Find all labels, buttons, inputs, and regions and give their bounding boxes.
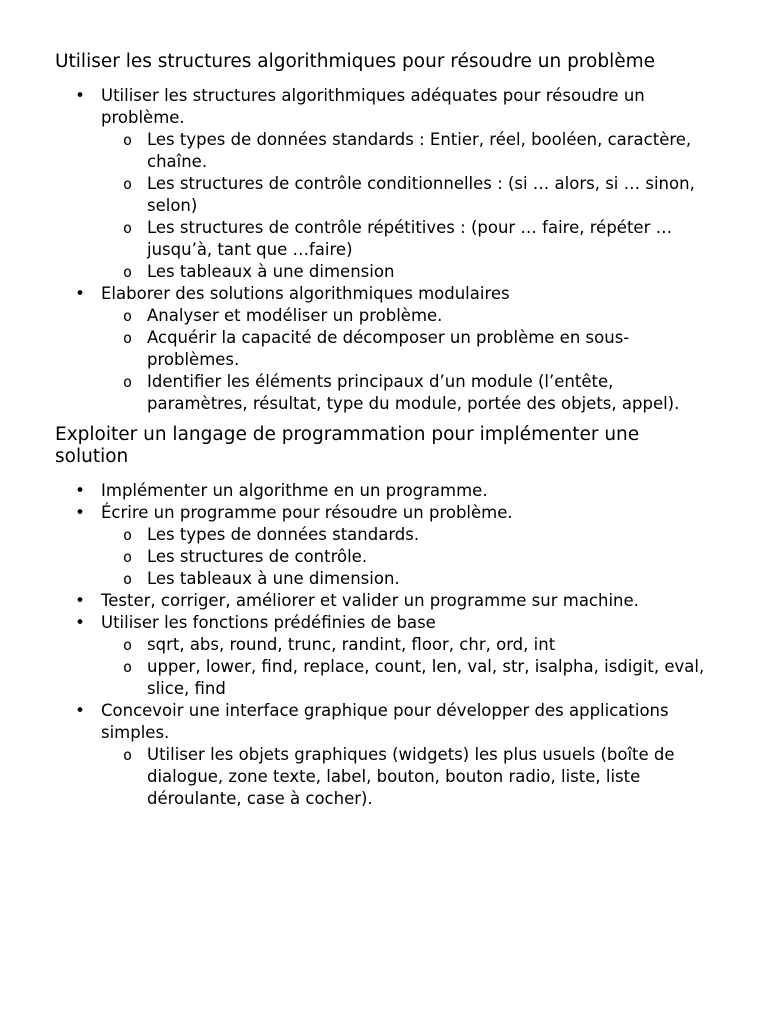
list-item [55,502,715,590]
list-item [55,612,715,700]
sub-list-item [101,546,715,568]
circle-bullet-icon: o [123,547,133,566]
circle-bullet-icon: o [123,657,133,676]
sub-list-item [101,305,715,327]
bullet-icon: • [75,590,85,610]
document-page [55,51,715,810]
sub-bullet-list [101,744,715,810]
sub-list-item [101,261,715,283]
bullet-icon: • [75,85,85,105]
sub-list-item-text: Les types de données standards : Entier, réel, booléen, caractère, chaîne. [147,129,692,171]
sub-bullet-list [101,305,715,415]
list-item-text: Utiliser les fonctions prédéfinies de base [101,612,436,632]
list-item [55,590,715,612]
bullet-icon: • [75,612,85,632]
sub-list-item-text: Identifier les éléments principaux d’un module (l’entête, paramètres, résultat, type du module, portée des objets, appel). [147,371,680,413]
circle-bullet-icon: o [123,745,133,764]
sub-list-item [101,173,715,217]
circle-bullet-icon: o [123,635,133,654]
list-item-text: Utiliser les structures algorithmiques adéquates pour résoudre un problème. [101,85,645,127]
circle-bullet-icon: o [123,525,133,544]
sub-bullet-list [101,634,715,700]
sub-list-item [101,568,715,590]
sub-list-item [101,371,715,415]
sub-list-item-text: Les tableaux à une dimension. [147,568,400,588]
section-title: Exploiter un langage de programmation pour implémenter une solution [55,423,640,467]
list-item-text: Concevoir une interface graphique pour développer des applications simples. [101,700,669,742]
bullet-icon: • [75,700,85,720]
sub-list-item [101,217,715,261]
list-item [55,85,715,283]
sub-list-item [101,129,715,173]
circle-bullet-icon: o [123,262,133,281]
bullet-icon: • [75,502,85,522]
circle-bullet-icon: o [123,130,133,149]
section-title: Utiliser les structures algorithmiques pour résoudre un problème [55,51,656,72]
sub-list-item-text: Utiliser les objets graphiques (widgets) les plus usuels (boîte de dialogue, zone texte, label, bouton, bouton radio, liste, liste déroulante, case à cocher). [147,744,675,808]
sub-bullet-list [101,129,715,283]
list-item-text: Tester, corriger, améliorer et valider un programme sur machine. [101,590,639,610]
sub-list-item [101,327,715,371]
list-item [55,480,715,502]
list-item-text: Elaborer des solutions algorithmiques modulaires [101,283,510,303]
circle-bullet-icon: o [123,174,133,193]
sub-list-item-text: Les structures de contrôle. [147,546,368,566]
list-item-text: Implémenter un algorithme en un programme. [101,480,488,500]
list-item [55,700,715,810]
sub-list-item-text: sqrt, abs, round, trunc, randint, floor, chr, ord, int [147,634,556,654]
sub-list-item [101,656,715,700]
sub-list-item [101,744,715,810]
circle-bullet-icon: o [123,569,133,588]
sub-bullet-list [101,524,715,590]
sub-list-item-text: Acquérir la capacité de décomposer un problème en sous-problèmes. [147,327,630,369]
circle-bullet-icon: o [123,328,133,347]
circle-bullet-icon: o [123,306,133,325]
sub-list-item-text: Les types de données standards. [147,524,420,544]
list-item [55,283,715,415]
bullet-list [55,85,715,415]
list-item-text: Écrire un programme pour résoudre un problème. [101,502,513,522]
sub-list-item-text: upper, lower, find, replace, count, len, val, str, isalpha, isdigit, eval, slice, find [147,656,705,698]
bullet-icon: • [75,283,85,303]
sub-list-item-text: Les structures de contrôle conditionnelles : (si … alors, si … sinon, selon) [147,173,695,215]
circle-bullet-icon: o [123,218,133,237]
sub-list-item-text: Les structures de contrôle répétitives : (pour … faire, répéter … jusqu’à, tant que …faire) [147,217,673,259]
sub-list-item [101,524,715,546]
sub-list-item-text: Analyser et modéliser un problème. [147,305,443,325]
sub-list-item [101,634,715,656]
bullet-list [55,480,715,810]
sub-list-item-text: Les tableaux à une dimension [147,261,395,281]
bullet-icon: • [75,480,85,500]
circle-bullet-icon: o [123,372,133,391]
